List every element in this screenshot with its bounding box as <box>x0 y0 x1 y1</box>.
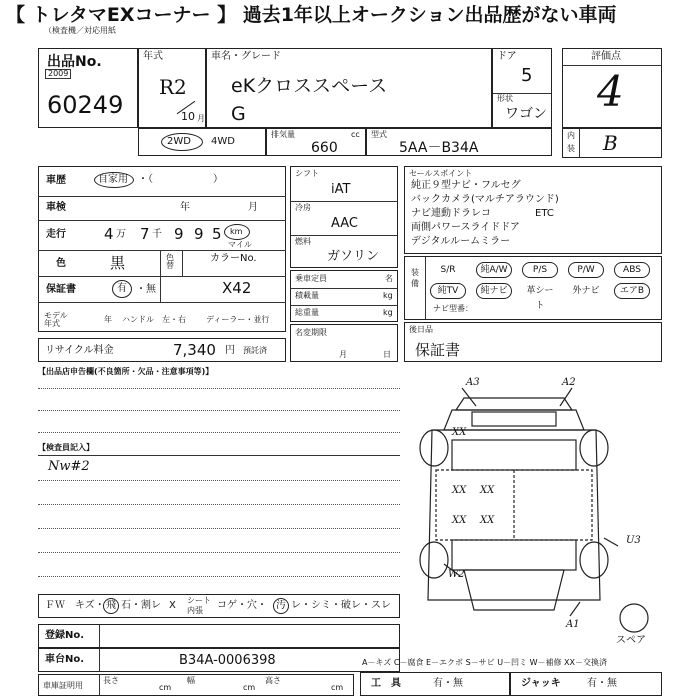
tools-label: 工 具 <box>371 678 401 689</box>
mileage-u2: 千 <box>152 229 162 240</box>
color-code-label: カラーNo. <box>210 253 257 264</box>
equipment-item: 外ナビ <box>572 286 600 296</box>
displacement-value: 660 <box>311 140 338 156</box>
mileage-d1: 9 <box>174 225 184 243</box>
type-value: 5AA－B34A <box>399 140 479 156</box>
capacity-load-label: 積載量 <box>295 291 319 300</box>
cert-cm-2: cm <box>243 683 256 692</box>
cert-height: 高さ <box>265 676 281 685</box>
fw-text-1: キズ・ <box>75 600 105 611</box>
capacity-seats-label: 乗車定員 <box>295 274 327 283</box>
fw-circled-1: 飛 <box>106 600 116 611</box>
inspector-value: Nw#2 <box>48 459 90 474</box>
mileage-d2: 9 <box>194 225 204 243</box>
color-code: X42 <box>222 279 252 297</box>
fw-label: ＦＷ <box>45 600 65 611</box>
recycle-label: リサイクル料金 <box>45 345 114 356</box>
recycle-box <box>38 338 286 362</box>
mileage-mile: マイル <box>228 240 252 249</box>
equipment-item: P/S <box>522 262 558 278</box>
cert-width: 幅 <box>187 676 195 685</box>
type-label: 型式 <box>371 130 387 139</box>
damage-mark: U3 <box>626 535 641 546</box>
sales-line-3: ナビ連動ドラレコ <box>411 208 491 219</box>
capacity-load-unit: kg <box>383 291 393 300</box>
sales-etc: ETC <box>535 208 554 219</box>
damage-mark: XX <box>452 485 467 496</box>
mileage-d3: 5 <box>212 225 222 243</box>
displacement-label: 排気量 <box>271 130 295 139</box>
aircon-value: AAC <box>331 216 358 231</box>
name-change-label: 名変期限 <box>295 328 327 337</box>
displacement-unit: cc <box>351 130 360 139</box>
interior-label-2: 装 <box>567 144 575 153</box>
fw-text-2: 石・割レ <box>121 600 161 611</box>
equipment-item: S/R <box>440 265 456 275</box>
cert-cm-3: cm <box>331 683 344 692</box>
damage-mark: XX <box>452 427 467 438</box>
year-month-unit: 月 <box>197 114 205 123</box>
equipment-item: P/W <box>568 262 604 278</box>
score-label: 評価点 <box>591 51 621 62</box>
mileage-label: 走行 <box>46 229 66 240</box>
fuel-value: ガソリン <box>327 249 380 264</box>
history-label: 車歴 <box>46 175 66 186</box>
later-items-value: 保証書 <box>415 341 461 359</box>
drive-2wd: 2WD <box>167 136 191 147</box>
interior-label-1: 内 <box>567 131 575 140</box>
sales-line-2: バックカメラ(マルチアラウンド) <box>411 194 559 205</box>
color-label: 色 <box>56 258 66 269</box>
capacity-box <box>290 270 398 322</box>
cert-label: 車庫証明用 <box>43 681 83 690</box>
equipment-item: 純TV <box>430 283 466 299</box>
inspector-label: 【検査員記入】 <box>38 443 94 452</box>
registration-label: 登録No. <box>45 630 85 641</box>
damage-mark: A3 <box>466 377 480 388</box>
door-value: 5 <box>521 65 533 86</box>
door-box <box>492 48 552 128</box>
mileage-v2: 7 <box>140 225 150 243</box>
mileage-v1: 4 <box>104 225 114 243</box>
spec-box <box>290 166 398 268</box>
tools-value: 有・無 <box>433 678 463 689</box>
interior-box <box>562 128 662 158</box>
sales-box <box>404 166 662 254</box>
handle-text: ハンドル 左・右 <box>122 315 186 324</box>
name-change-month: 月 <box>339 350 347 359</box>
fw-mark: X <box>169 600 176 611</box>
seat-label-1: シート <box>187 596 211 605</box>
history-selected: 自家用 <box>98 174 128 185</box>
capacity-weight-unit: kg <box>383 308 393 317</box>
fw-circled-3: 汚 <box>276 600 286 611</box>
equipment-item: ABS <box>614 262 650 278</box>
capacity-seats-unit: 名 <box>385 274 393 283</box>
score-box <box>562 48 662 128</box>
name-change-day: 日 <box>383 350 391 359</box>
name-change-box <box>290 324 398 362</box>
model-grade: G <box>231 103 246 125</box>
damage-mark: A2 <box>562 377 576 388</box>
sales-line-5: デジタルルームミラー <box>411 236 511 247</box>
warranty-label: 保証書 <box>46 284 76 295</box>
chassis-row <box>38 648 400 672</box>
inspection-month: 月 <box>248 202 258 213</box>
lot-box <box>38 48 138 128</box>
car-damage-diagram <box>404 370 664 650</box>
lot-number: 60249 <box>47 91 124 119</box>
chassis-label: 車台No. <box>45 654 85 665</box>
sales-line-1: 純正９型ナビ・フルセグ <box>411 180 521 191</box>
info-grid <box>38 166 286 332</box>
inspection-label: 車検 <box>46 202 66 213</box>
navi-model-label: ナビ型番： <box>433 304 473 313</box>
year-era: R2 <box>159 75 187 99</box>
sales-line-4: 両側パワースライドドア <box>411 222 520 233</box>
cert-length: 長さ <box>103 676 119 685</box>
mileage-km: km <box>230 227 243 236</box>
top-note: （検査機／対応用紙 <box>44 26 116 35</box>
warranty-no: ・無 <box>136 284 156 295</box>
shift-value: iAT <box>331 182 351 197</box>
damage-legend: A－キズ C－腐食 E－エクボ S－サビ U－凹ミ W－補修 XX－交換済 <box>362 658 608 667</box>
exhibitor-notes-label: 【出品店申告欄(不良箇所・欠品・注意事項等)】 <box>38 367 214 376</box>
model-year-unit: 年 <box>104 315 112 324</box>
interior-value: B <box>603 131 618 155</box>
recycle-note: 預託済 <box>243 346 267 355</box>
model-label: 車名・グレード <box>211 51 281 62</box>
aircon-label: 冷房 <box>295 203 311 212</box>
history-rest: ・（ ） <box>138 174 223 185</box>
type-box <box>366 128 552 156</box>
later-items-label: 後日品 <box>409 325 433 334</box>
fw-text-4: レ・シミ・破レ・スレ <box>291 600 391 611</box>
equipment-item: エアB <box>614 283 650 299</box>
damage-mark: A1 <box>566 619 580 630</box>
shape-value: ワゴン <box>505 106 547 122</box>
registration-row <box>38 624 400 648</box>
year-label: 年式 <box>143 51 163 62</box>
inspection-year: 年 <box>180 202 190 213</box>
damage-mark: XX <box>480 515 495 526</box>
shape-label: 形状 <box>497 94 513 103</box>
fw-text-3: コゲ・穴・ <box>217 600 267 611</box>
damage-mark: XX <box>452 515 467 526</box>
damage-mark: W2 <box>448 569 465 580</box>
displacement-box <box>266 128 366 156</box>
fuel-label: 燃料 <box>295 237 311 246</box>
fw-row <box>38 594 400 618</box>
year-box <box>138 48 206 128</box>
drive-box <box>138 128 266 156</box>
year-month: 10 <box>181 110 195 123</box>
jack-label: ジャッキ <box>521 678 561 689</box>
drive-4wd: 4WD <box>211 136 235 147</box>
banner-title: 【 トレタマEXコーナー 】 過去1年以上オークション出品歴がない車両 <box>6 6 700 36</box>
lot-stamp: 2009 <box>45 69 71 79</box>
cert-cm-1: cm <box>159 683 172 692</box>
recycle-value: 7,340 <box>173 341 216 359</box>
tools-row <box>360 672 510 696</box>
shift-label: シフト <box>295 169 319 178</box>
cert-row <box>38 674 354 696</box>
color-paint: 色替 <box>166 253 174 270</box>
score-value: 4 <box>597 67 624 116</box>
jack-value: 有・無 <box>587 678 617 689</box>
warranty-yes: 有 <box>117 283 127 294</box>
seat-label-2: 内張 <box>187 606 203 615</box>
door-label: ドア <box>497 51 517 62</box>
equipment-item: 純ナビ <box>476 283 512 299</box>
recycle-unit: 円 <box>225 345 235 356</box>
mileage-u1: 万 <box>116 229 126 240</box>
equipment-label: 装備 <box>411 268 419 289</box>
damage-mark: XX <box>480 485 495 496</box>
color-value: 黒 <box>110 254 126 272</box>
capacity-weight-label: 総重量 <box>295 308 319 317</box>
equipment-item: 革シート <box>526 286 554 311</box>
model-name: eKクロススペース <box>231 75 388 97</box>
model-box <box>206 48 492 128</box>
model-year-label: モデル年式 <box>44 311 68 328</box>
sales-label: セールスポイント <box>409 169 473 178</box>
dealer-text: ディーラー・並行 <box>206 315 270 324</box>
jack-row <box>510 672 662 696</box>
lot-label: 出品No. <box>47 54 102 70</box>
chassis-value: B34A-0006398 <box>179 653 276 668</box>
later-items-box <box>404 322 662 362</box>
equipment-item: 純A/W <box>476 262 512 278</box>
spare-label: スペア <box>616 635 646 646</box>
